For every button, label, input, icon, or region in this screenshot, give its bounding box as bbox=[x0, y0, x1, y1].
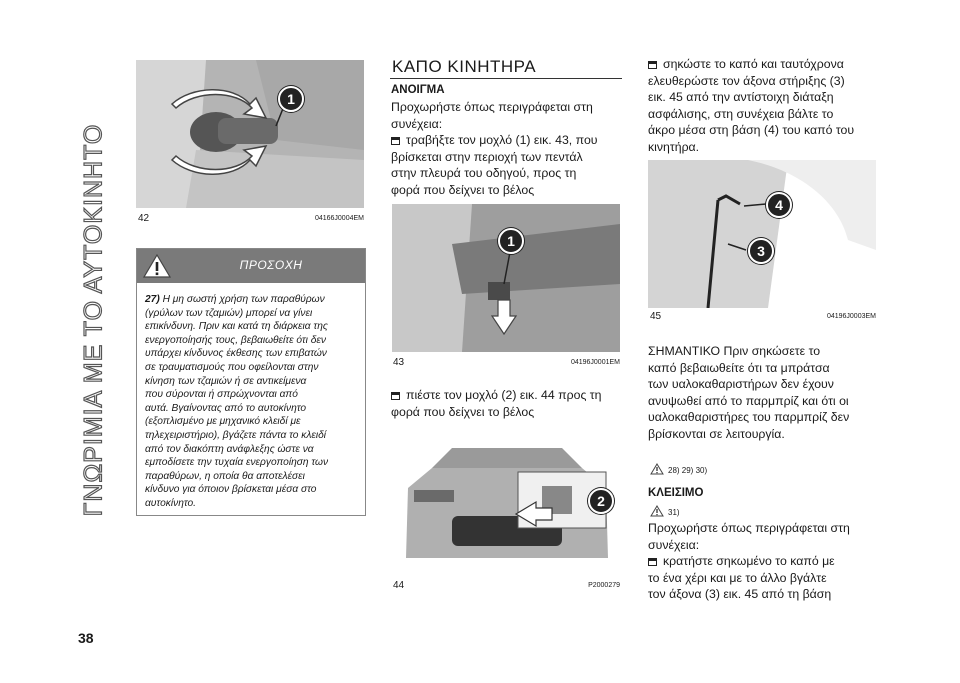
figure-42-image bbox=[136, 60, 364, 208]
page-number: 38 bbox=[78, 630, 94, 646]
text-line: ανυψωθεί από το παρμπρίζ και ότι οι bbox=[648, 393, 849, 408]
warning-triangle-icon bbox=[143, 253, 171, 279]
text-line: συνέχεια: bbox=[391, 116, 443, 131]
text-line: εικ. 45 από την αντίστοιχη διάταξη bbox=[648, 90, 834, 105]
warning-header bbox=[137, 249, 365, 283]
step2-text bbox=[391, 387, 626, 420]
text-line: ΣΗΜΑΝΤΙΚΟ Πριν σηκώσετε το bbox=[648, 344, 821, 358]
warning-line: ενεργοποίησής τους, βεβαιωθείτε ότι δεν bbox=[145, 334, 326, 346]
bullet-icon bbox=[391, 388, 406, 402]
warning-text bbox=[145, 293, 359, 511]
callout-4: 4 bbox=[766, 192, 792, 218]
warning-ref: 27) bbox=[145, 294, 160, 305]
text-line: συνέχεια: bbox=[648, 537, 700, 552]
warning-line: σε τραυματισμούς που οφείλονται στην bbox=[145, 361, 319, 373]
callout-1: 1 bbox=[498, 228, 524, 254]
figure-45-code: 04196J0003EM bbox=[826, 313, 876, 320]
closing-heading: ΚΛΕΙΣΙΜΟ bbox=[648, 487, 704, 499]
callout-3: 3 bbox=[748, 238, 774, 264]
warning-line: που σύρονται ή σπρώχνονται από bbox=[145, 389, 298, 401]
section-title: ΚΑΠΟ ΚΙΝΗΤΗΡΑ bbox=[392, 57, 537, 76]
door-handle-illustration bbox=[136, 60, 364, 208]
warning-line: αυτοκίνητο. bbox=[145, 497, 197, 509]
bullet-icon bbox=[648, 57, 663, 71]
figure-43-image bbox=[392, 204, 620, 352]
side-chapter-title: ΓΝΩΡΙΜΙΑ ΜΕ ΤΟ ΑΥΤΟΚΙΝΗΤΟ bbox=[79, 123, 108, 517]
text-line: σηκώστε το καπό και ταυτόχρονα bbox=[663, 57, 844, 71]
figure-45-number: 45 bbox=[650, 311, 662, 322]
warning-line: Η μη σωστή χρήση των παραθύρων bbox=[162, 294, 325, 305]
warning-triangle-icon bbox=[650, 505, 664, 517]
text-line: φορά που δείχνει το βέλος bbox=[391, 182, 535, 197]
hood-prop-illustration bbox=[648, 160, 876, 308]
warning-line: τηλεχειριστήριο), βγάζετε πάντα το κλειδί bbox=[145, 429, 327, 441]
warning-line: από τον διακόπτη ανάφλεξης ώστε να bbox=[145, 443, 314, 455]
figure-45-image bbox=[648, 160, 876, 308]
warning-box bbox=[136, 248, 366, 516]
text-line: τραβήξτε τον μοχλό (1) εικ. 43, που bbox=[406, 133, 598, 148]
car-front-illustration bbox=[392, 428, 620, 576]
closing-ref-row bbox=[650, 505, 680, 517]
figure-44-number: 44 bbox=[393, 580, 405, 591]
warning-refs-row bbox=[650, 463, 707, 475]
warning-triangle-icon bbox=[650, 463, 664, 475]
text-line: Προχωρήστε όπως περιγράφεται στη bbox=[648, 521, 850, 535]
text-line: κρατήστε σηκωμένο το καπό με bbox=[663, 554, 835, 569]
text-line: κινητήρα. bbox=[648, 139, 700, 154]
warning-line: επικίνδυνη. Πριν και κατά τη διάρκεια της bbox=[145, 321, 328, 333]
warning-title: ΠΡΟΣΟΧΗ bbox=[239, 258, 303, 272]
pedal-area-illustration bbox=[392, 204, 620, 352]
text-line: φορά που δείχνει το βέλος bbox=[391, 404, 535, 419]
text-line: στην πλευρά του οδηγού, προς τη bbox=[391, 166, 577, 181]
figure-44-code: P2000279 bbox=[588, 582, 620, 589]
text-line: καπό βεβαιωθείτε ότι τα μπράτσα bbox=[648, 360, 830, 375]
warning-line: εμποδίσετε την τυχαία ενεργοποίηση των bbox=[145, 457, 329, 469]
text-line: τον άξονα (3) εικ. 45 από τη βάση bbox=[648, 587, 832, 602]
bullet-icon bbox=[648, 554, 663, 568]
text-line: βρίσκεται στην περιοχή των πεντάλ bbox=[391, 149, 583, 164]
warning-line: αυτά. Βγαίνοντας από το αυτοκίνητο bbox=[145, 402, 307, 414]
warning-line: κίνδυνο για όποιον βρίσκεται μέσα στο bbox=[145, 484, 317, 496]
figure-43-code: 04196J0001EM bbox=[570, 359, 620, 366]
text-line: Προχωρήστε όπως περιγράφεται στη bbox=[391, 100, 593, 114]
figure-42-code: 04166J0004EM bbox=[314, 215, 364, 222]
callout-1: 1 bbox=[278, 86, 304, 112]
section-divider bbox=[390, 78, 622, 79]
step3-text bbox=[648, 56, 883, 156]
closing-ref: 31) bbox=[668, 508, 680, 517]
text-line: βρίσκονται σε λειτουργία. bbox=[648, 426, 785, 441]
bullet-icon bbox=[391, 133, 406, 147]
closing-text bbox=[648, 520, 883, 603]
warning-refs: 28) 29) 30) bbox=[668, 466, 708, 475]
figure-44-image bbox=[392, 428, 620, 576]
warning-line: κίνηση των τζαμιών ή σε αντικείμενα bbox=[145, 375, 307, 387]
text-line: πιέστε τον μοχλό (2) εικ. 44 προς τη bbox=[406, 388, 602, 402]
important-note bbox=[648, 343, 883, 443]
text-line: ασφάλισης, στη συνέχεια βάλτε το bbox=[648, 106, 834, 121]
text-line: το ένα χέρι και με το άλλο βγάλτε bbox=[648, 570, 827, 585]
figure-42-number: 42 bbox=[138, 213, 150, 224]
text-line: των υαλοκαθαριστήρων δεν έχουν bbox=[648, 377, 834, 392]
opening-heading: ΑΝΟΙΓΜΑ bbox=[391, 84, 445, 96]
text-line: ελευθερώστε τον άξονα στήριξης (3) bbox=[648, 73, 845, 88]
warning-line: υπάρχει κίνδυνος έκθεσης των επιβατών bbox=[145, 348, 327, 360]
warning-line: (γρύλων των τζαμιών) μπορεί να γίνει bbox=[145, 307, 313, 319]
warning-line: (εξοπλισμένο με μηχανικό κλειδί με bbox=[145, 416, 301, 428]
text-line: υαλοκαθαριστήρες του παρμπρίζ δεν bbox=[648, 410, 850, 425]
callout-2: 2 bbox=[588, 488, 614, 514]
warning-line: παραθύρων, η οποία θα αποτελέσει bbox=[145, 470, 305, 482]
opening-text bbox=[391, 99, 626, 199]
text-line: άκρο μέσα στη βάση (4) του καπό του bbox=[648, 123, 855, 138]
figure-43-number: 43 bbox=[393, 357, 405, 368]
